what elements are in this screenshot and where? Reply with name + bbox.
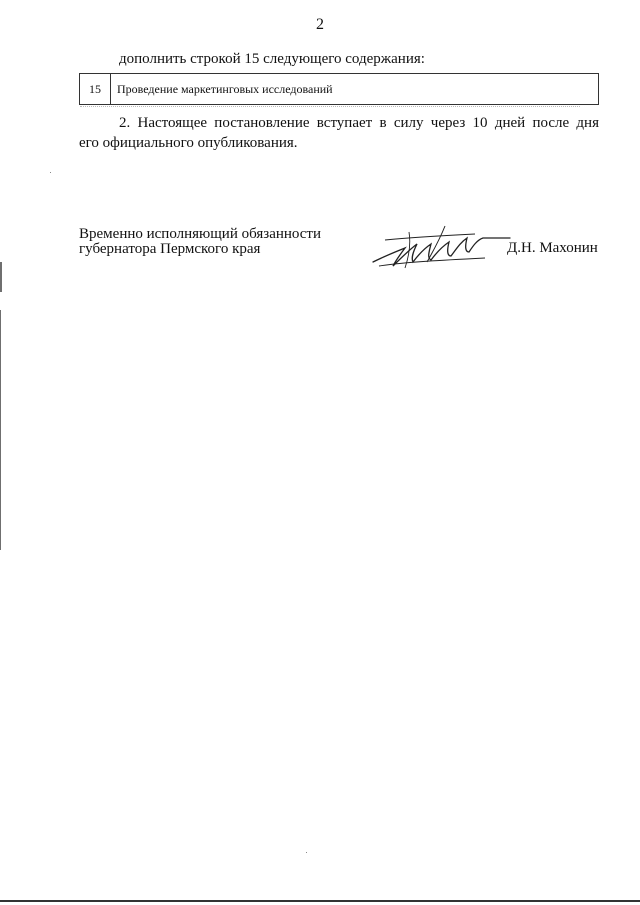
inserted-table-row bbox=[79, 73, 599, 105]
row-text-cell: Проведение маркетинговых исследований bbox=[117, 81, 333, 96]
handwritten-signature bbox=[365, 222, 515, 272]
paragraph-line-2: его официального опубликования. bbox=[79, 135, 298, 151]
intro-text: дополнить строкой 15 следующего содержания: bbox=[119, 51, 425, 67]
row-number-cell: 15 bbox=[80, 74, 111, 104]
page-number: 2 bbox=[316, 16, 324, 33]
signer-position-line-1: Временно исполняющий обязанности bbox=[79, 226, 322, 242]
scan-edge-mark bbox=[0, 262, 2, 292]
paragraph-2 bbox=[79, 113, 599, 153]
paragraph-line-1: 2. Настоящее постановление вступает в силу через 10 дней после дня bbox=[119, 115, 599, 131]
scan-edge-line bbox=[0, 310, 1, 550]
scan-bottom-edge bbox=[0, 900, 640, 902]
scan-speck bbox=[306, 852, 307, 853]
table-underline bbox=[80, 106, 580, 107]
scan-speck bbox=[50, 172, 51, 173]
signer-name: Д.Н. Махонин bbox=[507, 240, 598, 256]
signer-position-line-2: губернатора Пермского края bbox=[79, 241, 261, 257]
signer-position bbox=[79, 227, 321, 257]
